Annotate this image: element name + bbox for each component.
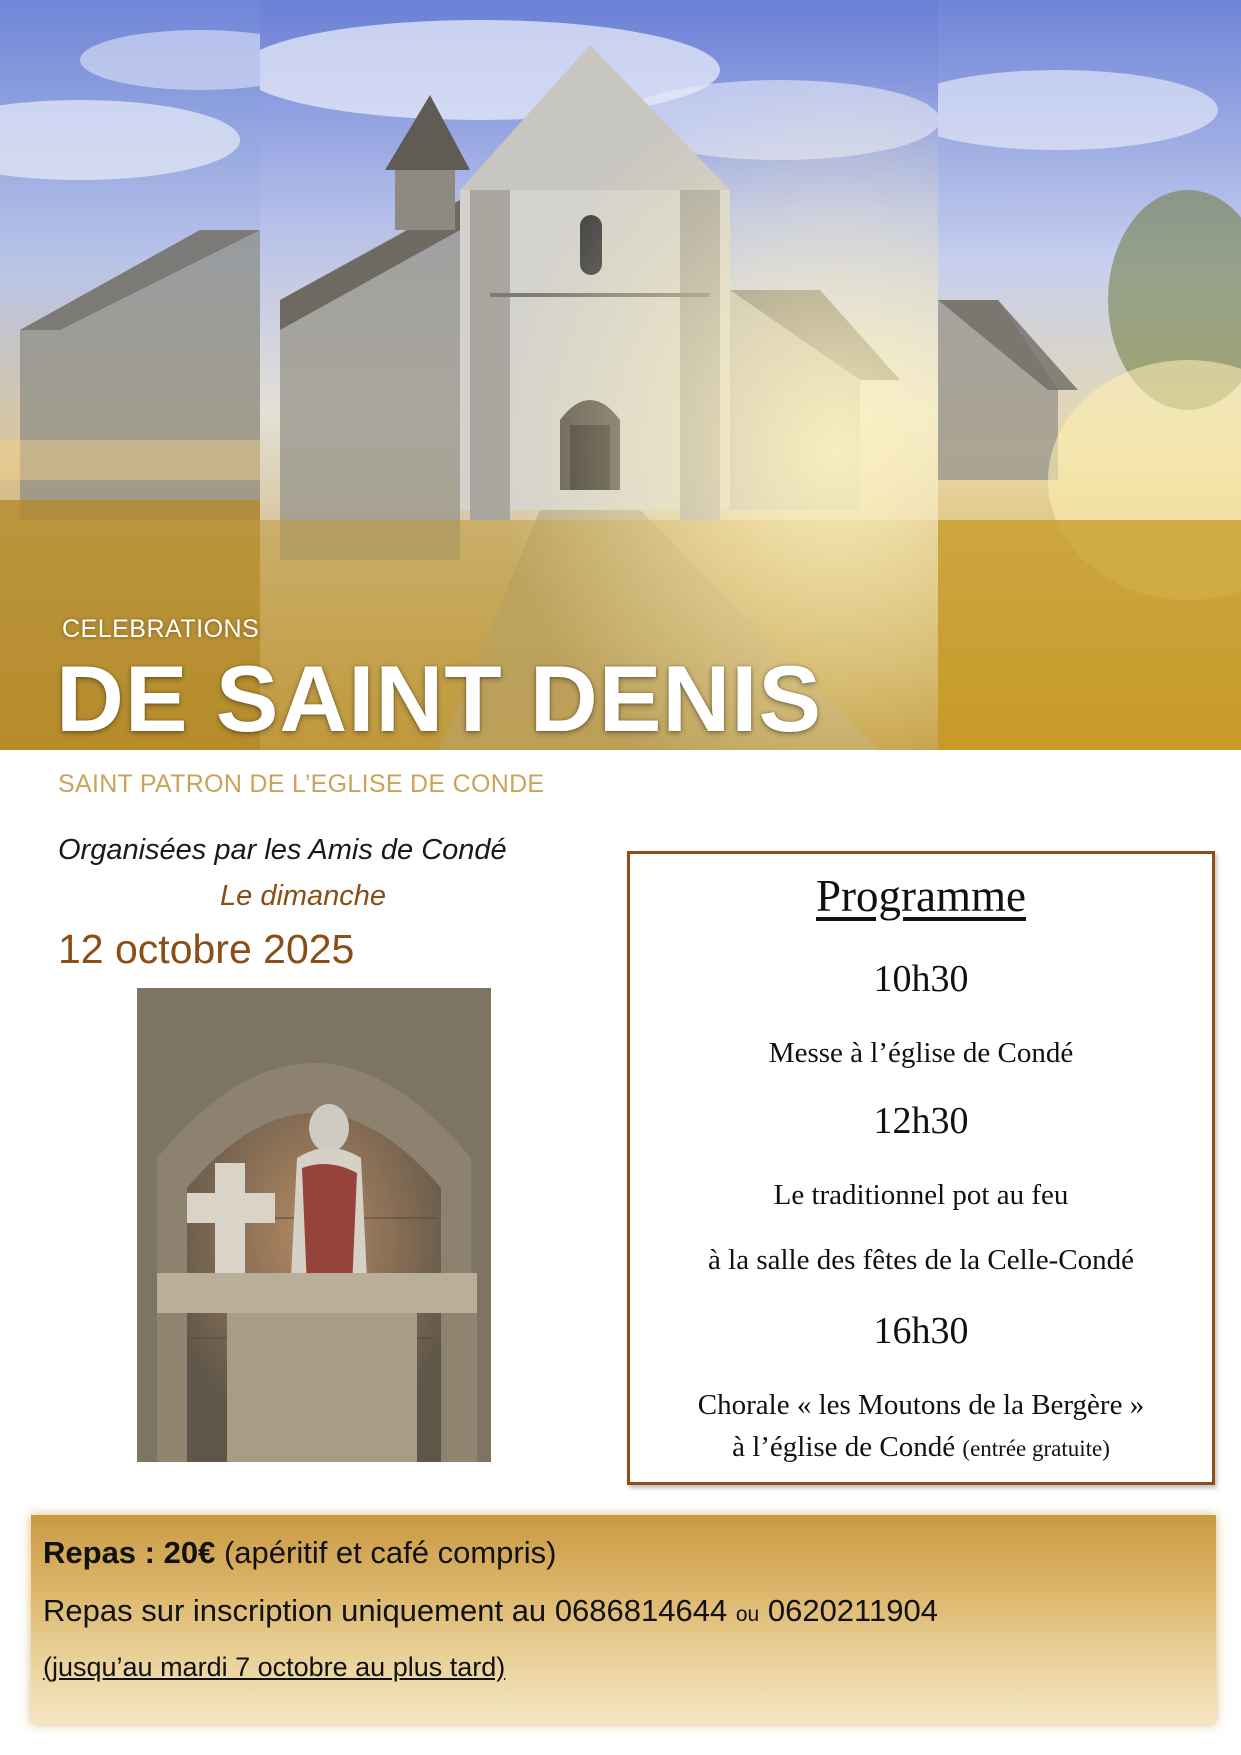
programme-line-with-note <box>630 1431 1212 1464</box>
programme-line: à l’église de Condé <box>732 1431 956 1463</box>
meal-price-row <box>43 1535 556 1571</box>
free-entry-note: (entrée gratuite) <box>962 1436 1110 1461</box>
programme-line: Messe à l’église de Condé <box>768 1037 1074 1069</box>
or-text: ou <box>735 1603 760 1626</box>
registration-text: Repas sur inscription uniquement au <box>43 1593 547 1628</box>
organiser-text: Organisées par les Amis de Condé <box>58 834 507 866</box>
programme-time: 12h30 <box>873 1100 969 1142</box>
registration-deadline: (jusqu’au mardi 7 octobre au plus tard) <box>43 1652 506 1682</box>
page-subtitle: SAINT PATRON DE L’EGLISE DE CONDE <box>58 770 545 798</box>
meal-registration-row <box>43 1593 938 1629</box>
phone-number-2: 0620211904 <box>767 1593 938 1628</box>
page-title: DE SAINT DENIS <box>56 646 823 751</box>
day-text: Le dimanche <box>220 880 387 912</box>
meal-info-box <box>31 1515 1216 1724</box>
programme-line: à la salle des fêtes de la Celle-Condé <box>708 1244 1134 1276</box>
meal-price-note: (apéritif et café compris) <box>223 1535 557 1570</box>
phone-number-1: 0686814644 <box>554 1593 728 1628</box>
banner-panel-right <box>938 0 1241 750</box>
programme-time: 10h30 <box>873 958 969 1000</box>
altar-photo <box>137 988 491 1462</box>
event-date: 12 octobre 2025 <box>58 926 355 972</box>
programme-line: Le traditionnel pot au feu <box>773 1179 1069 1211</box>
programme-box <box>627 851 1215 1485</box>
programme-line: Chorale « les Moutons de la Bergère » <box>697 1389 1145 1421</box>
kicker-text: CELEBRATIONS <box>62 615 260 643</box>
banner-panel-center <box>260 0 938 750</box>
programme-time: 16h30 <box>873 1310 969 1352</box>
meal-price: Repas : 20€ <box>43 1535 216 1570</box>
programme-title: Programme <box>816 871 1026 921</box>
